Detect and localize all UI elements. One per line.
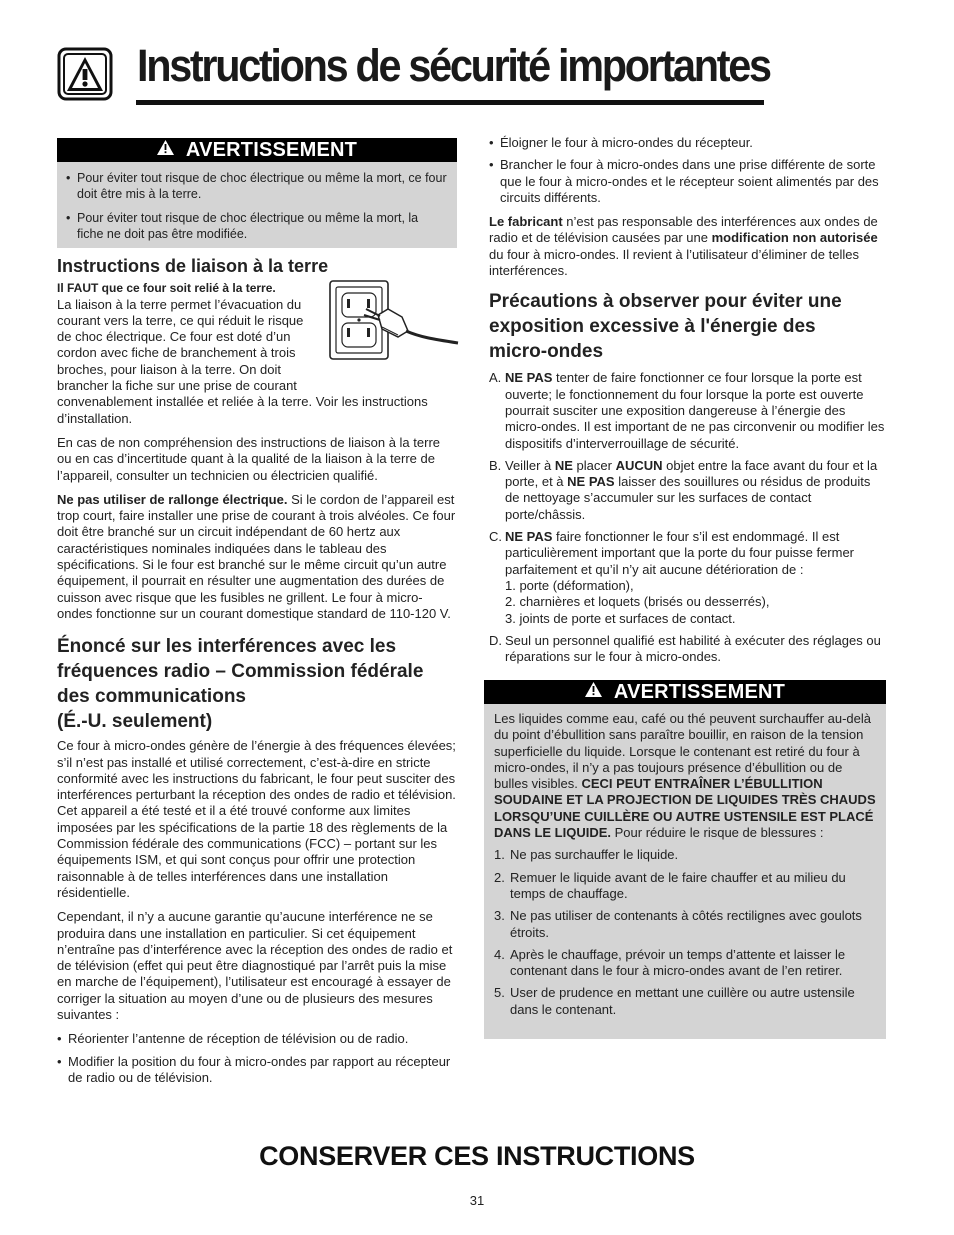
warning-title: AVERTISSEMENT <box>185 139 358 161</box>
grounding-line: La liaison à la terre permet l’évacuation du <box>57 296 302 312</box>
item-text: User de prudence en mettant une cuillère ou autre ustensile dans le contenant. <box>510 985 855 1017</box>
precaution-subitem: 1. porte (déformation), <box>505 577 634 593</box>
precautions-heading-line: Précautions à observer pour éviter une <box>489 291 842 313</box>
precaution-label: C. <box>489 529 502 545</box>
warning-header <box>57 138 457 162</box>
fcc-heading-line: Énoncé sur les interférences avec les <box>57 636 397 658</box>
liquids-item <box>494 985 876 1018</box>
precaution-bold: NE PAS <box>505 529 553 545</box>
item-text: Remuer le liquide avant de le faire chauffer et au milieu du temps de chauffage. <box>510 869 846 901</box>
title-divider <box>136 100 764 105</box>
grounding-para3 <box>57 492 457 622</box>
liquids-item <box>494 870 876 903</box>
liquids-text: Les liquides comme eau, café ou thé peuvent surchauffer au-delà du point d’ébullition sans paraître bouillir, en raison de la tension superficielle du liquide. Lorsque le contenant est retiré du four à micro-ondes, il n’y a pas toujours présence d’ébullition ou de bulles visibles. <box>494 711 871 792</box>
precaution-text: placer <box>572 457 616 473</box>
fcc-bullet: • Réorienter l’antenne de réception de télévision ou de radio. <box>57 1031 457 1047</box>
item-number: 1. <box>494 847 505 863</box>
warning-item: • Pour éviter tout risque de choc électrique ou même la mort, la fiche ne doit pas être modifiée. <box>66 210 447 242</box>
precaution-text: objet entre la face avant du four et la porte, et à <box>505 457 878 490</box>
manufacturer-text: du four à micro-ondes. Il revient à l’utilisateur d’éliminer de telles interférences. <box>489 246 859 279</box>
grounding-rest: convenablement installée et reliée à la terre. Voir les instructions d’installation. <box>57 394 428 426</box>
grounding-lead: Il FAUT que ce four soit relié à la terre. <box>57 281 276 296</box>
precaution-bold: NE PAS <box>567 474 615 490</box>
item-number: 2. <box>494 869 505 885</box>
warning-item: • Pour éviter tout risque de choc électrique ou même la mort, ce four doit être mis à la terre. <box>66 170 447 202</box>
grounding-line: cordon avec fiche de branchement à trois <box>57 345 296 361</box>
manufacturer-bold: Le fabricant <box>489 214 563 230</box>
item-text: Ne pas surchauffer le liquide. <box>510 847 679 863</box>
left-column <box>57 138 457 1092</box>
liquids-bold: CECI PEUT ENTRAÎNER L’ÉBULLITION SOUDAINE ET LA PROJECTION DE LIQUIDES TRÈS CHAUDS LORSQU’UNE CUILLÈRE OU AUTRE USTENSILE EST PLACÉ DANS LE LIQUIDE. <box>494 776 876 841</box>
right-column <box>489 135 885 671</box>
precaution-bold: NE <box>554 457 573 473</box>
precaution-text: Veiller à <box>505 457 555 473</box>
fcc-heading-line: (É.-U. seulement) <box>57 711 213 733</box>
item-number: 4. <box>494 946 505 962</box>
precaution-a <box>489 370 885 451</box>
precaution-subitem: 3. joints de porte et surfaces de contact. <box>505 610 736 626</box>
precaution-c <box>489 529 885 627</box>
liquids-warning-text <box>494 711 876 841</box>
precautions-heading-line: micro-ondes <box>489 341 604 363</box>
precaution-text: tenter de faire fonctionner ce four lorsque la porte est ouverte; le fonctionnement du four lorsque la porte est ouverte pourrait susciter une exposition dangereuse à l’énergie des micro-ondes. Il est important de ne pas circonvenir ou modifier les dispositifs d’interverrouillage de sécurité. <box>505 370 885 451</box>
fcc-para1: Ce four à micro-ondes génère de l’énergie à des fréquences élevées; s’il n’est pas installé et utilisé correctement, c’est-à-dire en stricte conformité avec les instructions du fabricant, le four peut susciter des interférences perturbant la réception des ondes de radio et télévision. Cet appareil a été testé et il a été trouvé conforme aux limites imposées par les spécifications de la partie 18 des règlements de la Commission fédérale des communications (FCC) – portant sur les équipements ISM, et qui sont conçus pour offrir une protection raisonnable à de telles interférences dans une installation résidentielle. <box>57 738 456 900</box>
liquids-item <box>494 947 876 980</box>
precautions-heading-line: exposition excessive à l'énergie des <box>489 316 816 338</box>
liquids-item <box>494 847 876 863</box>
warning-triangle-icon <box>157 137 174 161</box>
extension-cord-text: Si le cordon de l’appareil est trop court, faire installer une prise de courant à trois alvéoles. Ce four doit être branché sur un circuit indépendant de 60 hertz aux caractéristiques nominales indiquées dans le tableau des spécifications. Si le four est branché sur le même circuit qu’un autre équipement, il pourrait en résulter une augmentation des durées de cuisson avec risque que les fusibles ne grillent. Le four à micro-ondes fonctionne sur un courant domestique standard de 110-120 V. <box>57 491 456 621</box>
fcc-bullet: • Brancher le four à micro-ondes dans une prise différente de sorte que le four à micro-ondes et le récepteur soient alimentés par des circuits différents. <box>489 157 885 206</box>
warning-title: AVERTISSEMENT <box>613 681 786 703</box>
grounding-line: de choc électrique. Ce four est doté d’un <box>57 329 291 345</box>
manufacturer-text: n’est pas responsable des interférences aux ondes de radio et de télévision causées par une <box>489 214 878 246</box>
precaution-label: D. <box>489 632 502 648</box>
grounding-line: brancher la fiche sur une prise de courant <box>57 378 297 394</box>
precaution-text: laisser des souillures ou résidus de produits de nettoyage s’accumuler sur les surfaces de contact porte/châssis. <box>505 474 871 522</box>
fcc-bullet: • Modifier la position du four à micro-ondes par rapport au récepteur de radio ou de télévision. <box>57 1054 457 1087</box>
grounding-heading: Instructions de liaison à la terre <box>57 256 329 276</box>
item-text: Ne pas utiliser de contenants à côtés rectilignes avec goulots étroits. <box>510 908 862 940</box>
warning-header <box>484 680 886 704</box>
grounding-line: courant vers la terre, ce qui réduit le risque <box>57 312 304 328</box>
precaution-label: A. <box>489 370 502 386</box>
unauthorized-mod-bold: modification non autorisée <box>711 230 878 246</box>
precaution-text: Seul un personnel qualifié est habilité à exécuter des réglages ou réparations sur le four à micro-ondes. <box>505 632 881 665</box>
outlet-plug-illustration <box>320 279 460 361</box>
fcc-heading <box>57 634 457 734</box>
fcc-para2: Cependant, il n’y a aucune garantie qu’aucune interférence ne se produira dans une installation en particulier. Si cet équipement n’entraîne pas d’interférence avec la réception des ondes de radio et de télévision (effet qui peut être diagnostiqué par l’arrêt puis la mise en marche de l’équipement), l’utilisateur est encouragé à essayer de corriger la situation au moyen d’une ou de plusieurs des mesures suivantes : <box>57 909 453 1022</box>
warning-box-liquids <box>484 680 886 1039</box>
precautions-heading <box>489 289 885 364</box>
save-instructions-banner: CONSERVER CES INSTRUCTIONS <box>259 1141 695 1171</box>
item-number: 3. <box>494 908 505 924</box>
liquids-item <box>494 908 876 941</box>
precaution-text: faire fonctionner le four s’il est endommagé. Il est particulièrement important que la porte du four puisse fermer parfaitement et qu’il n’y ait aucune détérioration de : <box>505 529 855 577</box>
fcc-heading-line: des communications <box>57 686 246 708</box>
precaution-subitem: 2. charnières et loquets (brisés ou desserrés), <box>505 594 770 610</box>
exclamation-warning-icon <box>57 47 113 101</box>
item-text: Après le chauffage, prévoir un temps d’attente et laisser le contenant dans le four à micro-ondes avant de l’en retirer. <box>510 946 846 979</box>
grounding-line: broches, pour liaison à la terre. On doit <box>57 361 282 377</box>
manufacturer-note <box>489 214 885 279</box>
warning-triangle-icon <box>585 679 602 703</box>
grounding-para2: En cas de non compréhension des instructions de liaison à la terre ou en cas d’incertitude quant à la qualité de la liaison à la terre de l’appareil, consulter un technicien ou électricien qualifié. <box>57 434 440 483</box>
fcc-bullet: • Éloigner le four à micro-ondes du récepteur. <box>489 135 885 151</box>
precaution-label: B. <box>489 457 502 473</box>
page-number: 31 <box>469 1193 485 1208</box>
warning-box-electric <box>57 138 457 248</box>
fcc-heading-line: fréquences radio – Commission fédérale <box>57 661 424 683</box>
precaution-d <box>489 633 885 666</box>
precaution-bold: NE PAS <box>505 370 553 386</box>
page-title: Instructions de sécurité importantes <box>137 40 770 91</box>
precaution-bold: AUCUN <box>615 457 663 473</box>
liquids-text: Pour réduire le risque de blessures : <box>611 825 824 841</box>
item-number: 5. <box>494 985 505 1001</box>
extension-cord-warning: Ne pas utiliser de rallonge électrique. <box>57 491 288 507</box>
precaution-b <box>489 458 885 523</box>
